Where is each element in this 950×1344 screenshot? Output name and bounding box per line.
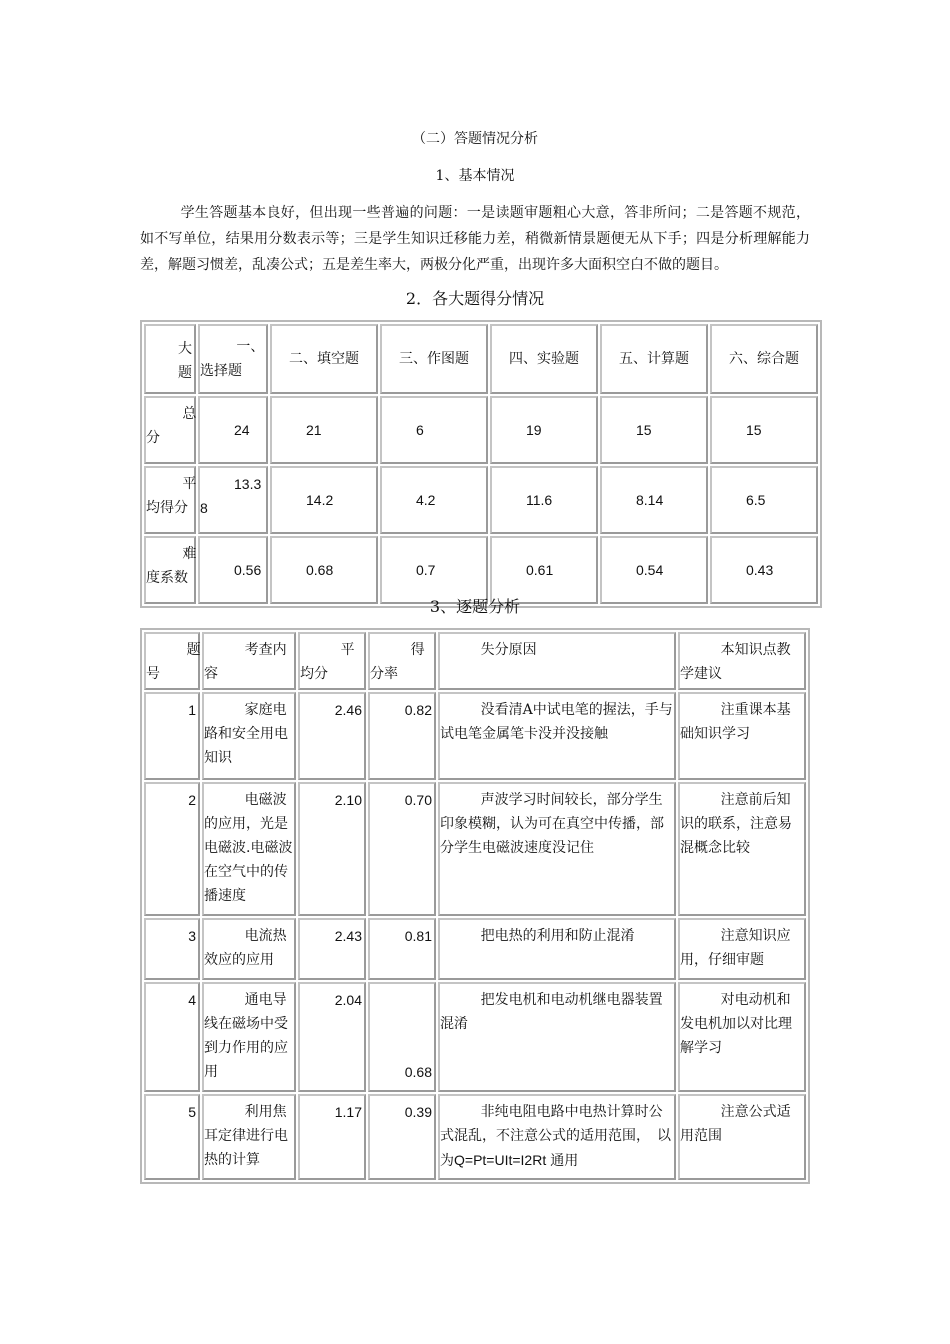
formula-text: Q=Pt=UIt=I2Rt: [454, 1152, 547, 1168]
question-number: 2: [144, 782, 200, 916]
table-row: [144, 466, 818, 534]
cell: 0.43: [710, 536, 818, 604]
avg-cell: 2.10: [298, 782, 366, 916]
header-cell: 失分原因: [438, 632, 676, 690]
cell: 6.5: [710, 466, 818, 534]
table-row: [144, 692, 806, 780]
reason-cell: 没看清A中试电笔的握法，手与试电笔金属笔卡没并没接触: [438, 692, 676, 780]
rate-cell: 0.70: [368, 782, 436, 916]
reason-cell: 声波学习时间较长，部分学生印象模糊，认为可在真空中传播，部分学生电磁波速度没记住: [438, 782, 676, 916]
cell: 0.54: [600, 536, 708, 604]
table-row: [144, 782, 806, 916]
reason-tail: 通用: [550, 1153, 579, 1169]
rate-cell: 0.82: [368, 692, 436, 780]
header-cell: 一、选择题: [198, 324, 268, 394]
content-cell: 通电导线在磁场中受到力作用的应用: [202, 982, 296, 1092]
reason-cell: [438, 1094, 676, 1180]
section-title: （二）答题情况分析: [412, 131, 538, 147]
score-table: [140, 320, 822, 608]
header-cell: 考查内容: [202, 632, 296, 690]
row-label: 总分: [144, 396, 196, 464]
content-cell: 家庭电路和安全用电知识: [202, 692, 296, 780]
reason-cell: 把电热的利用和防止混淆: [438, 918, 676, 980]
table2-title: 2．各大题得分情况: [405, 289, 545, 308]
rate-cell: 0.81: [368, 918, 436, 980]
table-row: [144, 1094, 806, 1180]
cell: 14.2: [270, 466, 378, 534]
rate-cell: 0.68: [368, 982, 436, 1092]
content-cell: 电流热效应的应用: [202, 918, 296, 980]
cell: 0.56: [198, 536, 268, 604]
reason-text: 非纯电阻电路中电热计算时公式混乱，不注意公式的适用范围， 以为: [440, 1104, 671, 1169]
cell: 21: [270, 396, 378, 464]
cell: 15: [600, 396, 708, 464]
row-label: 难度系数: [144, 536, 196, 604]
table-row: [144, 396, 818, 464]
cell: 0.68: [270, 536, 378, 604]
table-row: [144, 324, 818, 394]
advice-cell: 注意前后知识的联系，注意易混概念比较: [678, 782, 806, 916]
avg-cell: 2.04: [298, 982, 366, 1092]
advice-cell: 注意公式适用范围: [678, 1094, 806, 1180]
question-number: 3: [144, 918, 200, 980]
cell: 8.14: [600, 466, 708, 534]
advice-cell: 注重课本基础知识学习: [678, 692, 806, 780]
question-number: 5: [144, 1094, 200, 1180]
header-cell: 平均分: [298, 632, 366, 690]
cell: 24: [198, 396, 268, 464]
cell: 19: [490, 396, 598, 464]
cell: 15: [710, 396, 818, 464]
question-number: 1: [144, 692, 200, 780]
cell: 0.7: [380, 536, 488, 604]
cell: 11.6: [490, 466, 598, 534]
table-row: [144, 982, 806, 1092]
cell: 0.61: [490, 536, 598, 604]
avg-cell: 2.43: [298, 918, 366, 980]
header-cell: 二、填空题: [270, 324, 378, 394]
reason-cell: 把发电机和电动机继电器装置混淆: [438, 982, 676, 1092]
advice-cell: 注意知识应用，仔细审题: [678, 918, 806, 980]
header-cell: 六、综合题: [710, 324, 818, 394]
question-number: 4: [144, 982, 200, 1092]
detail-table: [140, 628, 810, 1184]
avg-cell: 1.17: [298, 1094, 366, 1180]
cell: 6: [380, 396, 488, 464]
row-label: 平均得分: [144, 466, 196, 534]
content-cell: 利用焦耳定律进行电热的计算: [202, 1094, 296, 1180]
table3-title: 3、逐题分析: [429, 597, 521, 616]
advice-cell: 对电动机和发电机加以对比理解学习: [678, 982, 806, 1092]
avg-cell: 2.46: [298, 692, 366, 780]
table-row: [144, 918, 806, 980]
rate-cell: 0.39: [368, 1094, 436, 1180]
header-cell: 本知识点教学建议: [678, 632, 806, 690]
header-cell: 三、作图题: [380, 324, 488, 394]
header-cell: 得分率: [368, 632, 436, 690]
header-cell: 五、计算题: [600, 324, 708, 394]
cell: 4.2: [380, 466, 488, 534]
header-cell: 题号: [144, 632, 200, 690]
summary-paragraph: 学生答题基本良好，但出现一些普遍的问题：一是读题审题粗心大意，答非所问；二是答题不规范，如不写单位，结果用分数表示等；三是学生知识迁移能力差，稍微新情景题便无从下手；四是分析理解能力差，解题习惯差，乱凑公式；五是差生率大，两极分化严重，出现许多大面积空白不做的题目。: [140, 205, 810, 273]
content-cell: 电磁波的应用，光是电磁波.电磁波在空气中的传播速度: [202, 782, 296, 916]
table-header-row: [144, 632, 806, 690]
corner-cell: 大 题: [144, 324, 196, 394]
header-cell: 四、实验题: [490, 324, 598, 394]
subsection-title: 1、基本情况: [435, 168, 515, 184]
cell: 13.38: [198, 466, 268, 534]
